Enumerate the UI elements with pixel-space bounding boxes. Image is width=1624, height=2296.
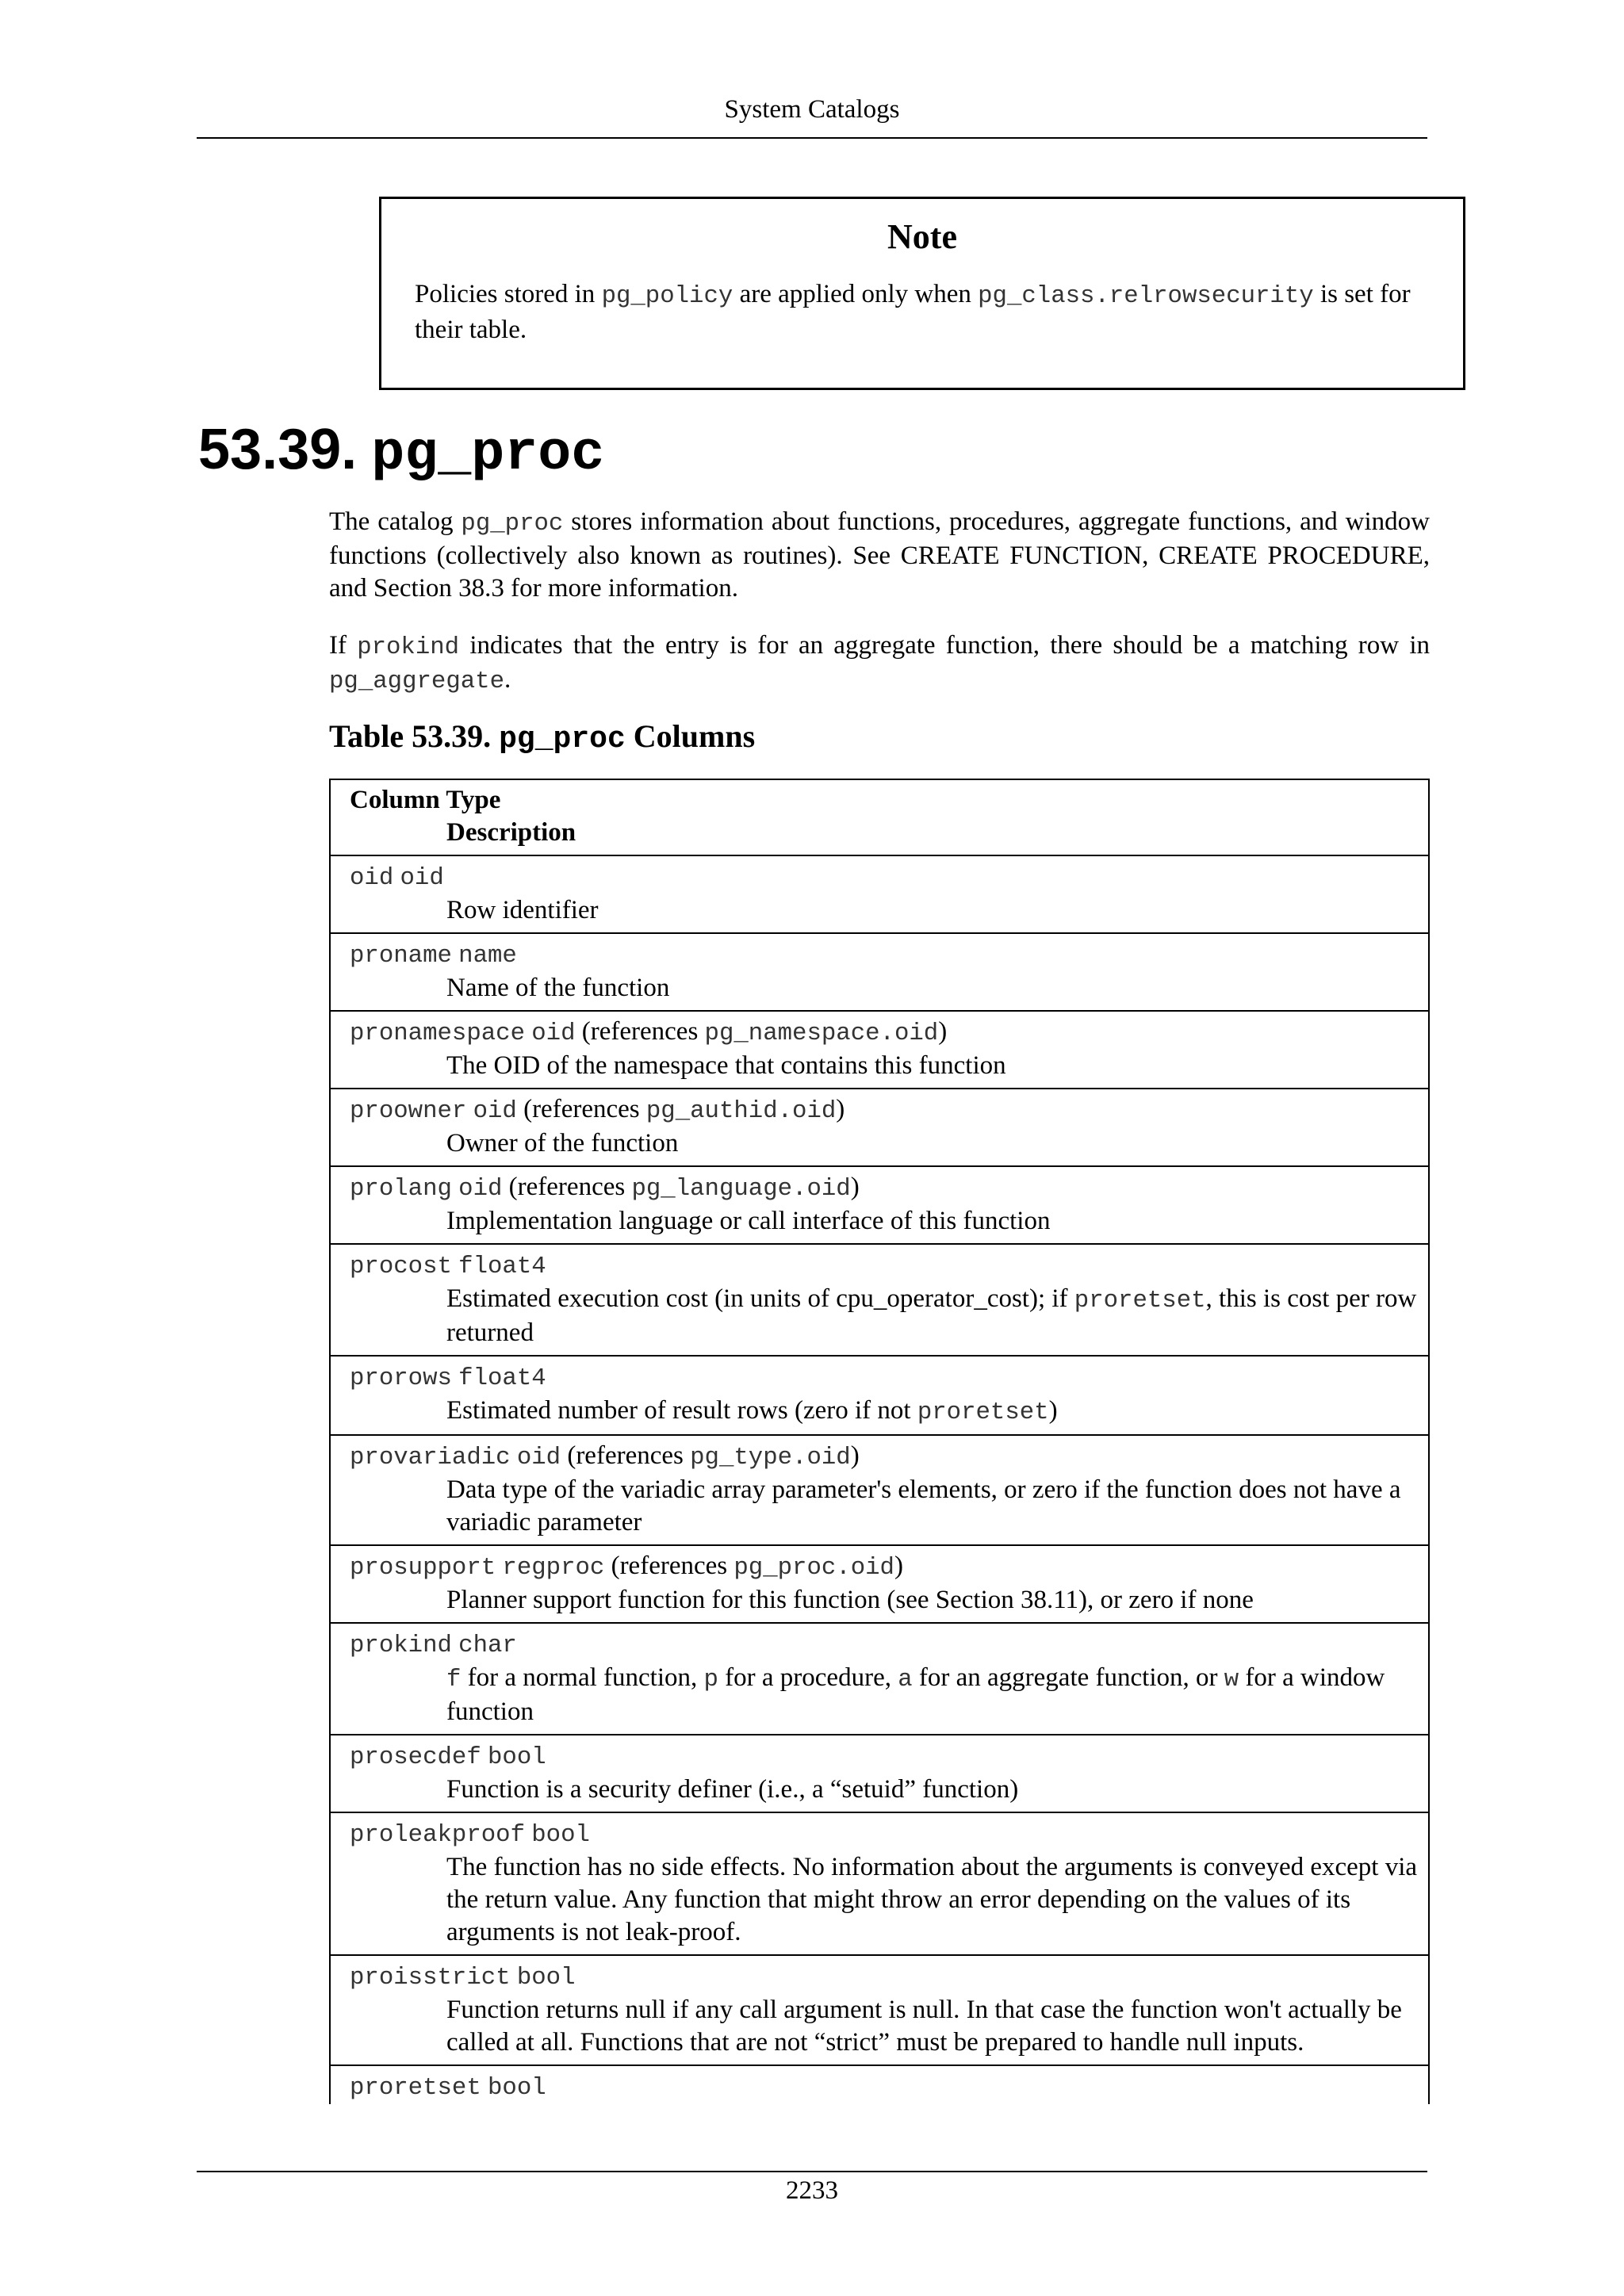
- section-name: pg_proc: [371, 423, 605, 486]
- references-text: (references: [502, 1173, 632, 1201]
- intro-paragraph: [329, 506, 1430, 605]
- references-text: (references: [604, 1552, 734, 1580]
- column-type: bool: [531, 1821, 590, 1849]
- page-number: 2233: [786, 2176, 838, 2205]
- column-description: Data type of the variadic array parameter's elements, or zero if the function does not have a variadic parameter: [446, 1475, 1401, 1536]
- description-code: a: [898, 1666, 913, 1693]
- description-text: for a window function: [446, 1663, 1385, 1726]
- description-text: for an aggregate function, or: [912, 1663, 1224, 1692]
- references-close: ): [836, 1095, 845, 1123]
- references-close: ): [938, 1017, 948, 1046]
- column-type: bool: [488, 1743, 546, 1771]
- note-code: pg_class.relrowsecurity: [978, 282, 1314, 310]
- aggregate-paragraph: [329, 629, 1430, 698]
- column-type: char: [458, 1632, 517, 1659]
- table-row: [331, 1956, 1428, 2066]
- note-text: are applied only when: [733, 280, 979, 308]
- column-description: Function is a security definer (i.e., a “setuid” function): [446, 1775, 1019, 1804]
- table-row: [331, 1167, 1428, 1245]
- column-type: oid: [458, 1175, 503, 1203]
- column-description: [350, 1283, 1420, 1349]
- description-text: , this is cost per row returned: [446, 1284, 1417, 1347]
- column-name: procost: [350, 1253, 452, 1280]
- column-description: [350, 1395, 1420, 1429]
- caption-prefix: Table 53.39.: [329, 718, 500, 754]
- table-caption: [329, 718, 755, 756]
- section-number: 53.39.: [198, 418, 358, 481]
- table-header-row: [331, 780, 1428, 856]
- references-text: (references: [516, 1095, 646, 1123]
- para-code: pg_proc: [461, 510, 564, 538]
- para-text: indicates that the entry is for an aggregate function, there should be a matching row in: [459, 631, 1430, 660]
- table-row: [331, 934, 1428, 1012]
- running-header: System Catalogs: [724, 95, 900, 124]
- note-text: is set for their table.: [415, 280, 1411, 344]
- description-text: Estimated execution cost (in units of cpu_operator_cost); if: [446, 1284, 1074, 1313]
- footer-rule: [197, 2171, 1427, 2172]
- columns-table: [329, 779, 1430, 2104]
- table-row: [331, 1735, 1428, 1813]
- column-name: prosecdef: [350, 1743, 481, 1771]
- note-code: pg_policy: [601, 282, 733, 310]
- description-code: w: [1224, 1666, 1239, 1693]
- para-text: .: [504, 665, 511, 694]
- column-description: Name of the function: [446, 974, 670, 1002]
- table-row: [331, 1012, 1428, 1089]
- references-target: pg_authid.oid: [645, 1097, 837, 1125]
- description-code: f: [446, 1666, 462, 1693]
- para-text: The catalog: [329, 507, 462, 536]
- column-description: Planner support function for this function (see Section 38.11), or zero if none: [446, 1586, 1254, 1614]
- description-code: proretset: [1074, 1287, 1206, 1314]
- column-type: bool: [516, 1964, 576, 1992]
- column-description: The function has no side effects. No information about the arguments is conveyed except via the return value. Any function that might throw an error depending on the values of its arguments is not leak-proof.: [446, 1853, 1418, 1946]
- column-description: The OID of the namespace that contains this function: [446, 1051, 1006, 1080]
- references-close: ): [894, 1552, 903, 1580]
- para-code: prokind: [357, 633, 460, 661]
- references-target: pg_namespace.oid: [704, 1020, 939, 1047]
- table-row: [331, 856, 1428, 934]
- table-row: [331, 1813, 1428, 1956]
- column-type: regproc: [502, 1554, 605, 1582]
- table-row: [331, 1436, 1428, 1546]
- column-type: oid: [473, 1097, 517, 1125]
- description-text: for a procedure,: [718, 1663, 898, 1692]
- column-name: prokind: [350, 1632, 452, 1659]
- description-text: ): [1048, 1396, 1058, 1425]
- description-code: p: [703, 1666, 718, 1693]
- header-column-type: Column Type: [350, 786, 501, 814]
- header-description: Description: [446, 818, 576, 847]
- para-code: pg_aggregate: [329, 668, 504, 695]
- description-text: Estimated number of result rows (zero if not: [446, 1396, 917, 1425]
- column-type: oid: [400, 864, 444, 892]
- references-target: pg_type.oid: [690, 1444, 851, 1471]
- column-description: Function returns null if any call argument is null. In that case the function won't actually be called at all. Functions that are not “strict” must be prepared to handle null inputs.: [446, 1996, 1402, 2057]
- column-description: Owner of the function: [446, 1129, 679, 1158]
- table-row: [331, 2066, 1428, 2104]
- column-type: float4: [458, 1364, 546, 1392]
- column-name: proowner: [350, 1097, 467, 1125]
- column-type: bool: [488, 2074, 546, 2102]
- description-text: for a normal function,: [461, 1663, 704, 1692]
- note-box: [379, 197, 1465, 390]
- para-text: If: [329, 631, 358, 660]
- column-name: prolang: [350, 1175, 452, 1203]
- table-row: [331, 1546, 1428, 1624]
- column-name: proisstrict: [350, 1964, 511, 1992]
- caption-code: pg_proc: [499, 722, 626, 756]
- table-row: [331, 1089, 1428, 1167]
- column-name: oid: [350, 864, 394, 892]
- references-text: (references: [561, 1441, 691, 1470]
- column-name: prosupport: [350, 1554, 496, 1582]
- column-type: oid: [531, 1020, 576, 1047]
- references-target: pg_proc.oid: [733, 1554, 894, 1582]
- note-text: Policies stored in: [415, 280, 602, 308]
- note-body: [415, 277, 1431, 346]
- column-name: proleakproof: [350, 1821, 525, 1849]
- table-row: [331, 1624, 1428, 1735]
- column-type: oid: [516, 1444, 561, 1471]
- header-rule: [197, 137, 1427, 139]
- references-close: ): [850, 1173, 860, 1201]
- note-title: Note: [887, 217, 957, 256]
- column-name: proretset: [350, 2074, 481, 2102]
- caption-suffix: Columns: [625, 718, 756, 754]
- references-close: ): [850, 1441, 860, 1470]
- section-heading: [198, 414, 604, 491]
- table-row: [331, 1357, 1428, 1436]
- references-text: (references: [575, 1017, 705, 1046]
- column-description: Implementation language or call interface of this function: [446, 1207, 1051, 1235]
- para-text: stores information about functions, procedures, aggregate functions, and window functions (collectively also known as routines). See CREATE FUNCTION, CREATE PROCEDURE, and Section 38.3 for more information.: [329, 507, 1430, 603]
- references-target: pg_language.oid: [631, 1175, 851, 1203]
- column-name: prorows: [350, 1364, 452, 1392]
- column-description: Row identifier: [446, 896, 599, 924]
- column-name: provariadic: [350, 1444, 511, 1471]
- column-description: [350, 1662, 1420, 1728]
- description-code: proretset: [917, 1399, 1049, 1426]
- column-type: float4: [458, 1253, 546, 1280]
- column-name: pronamespace: [350, 1020, 525, 1047]
- column-name: proname: [350, 942, 452, 970]
- column-type: name: [458, 942, 517, 970]
- table-row: [331, 1245, 1428, 1357]
